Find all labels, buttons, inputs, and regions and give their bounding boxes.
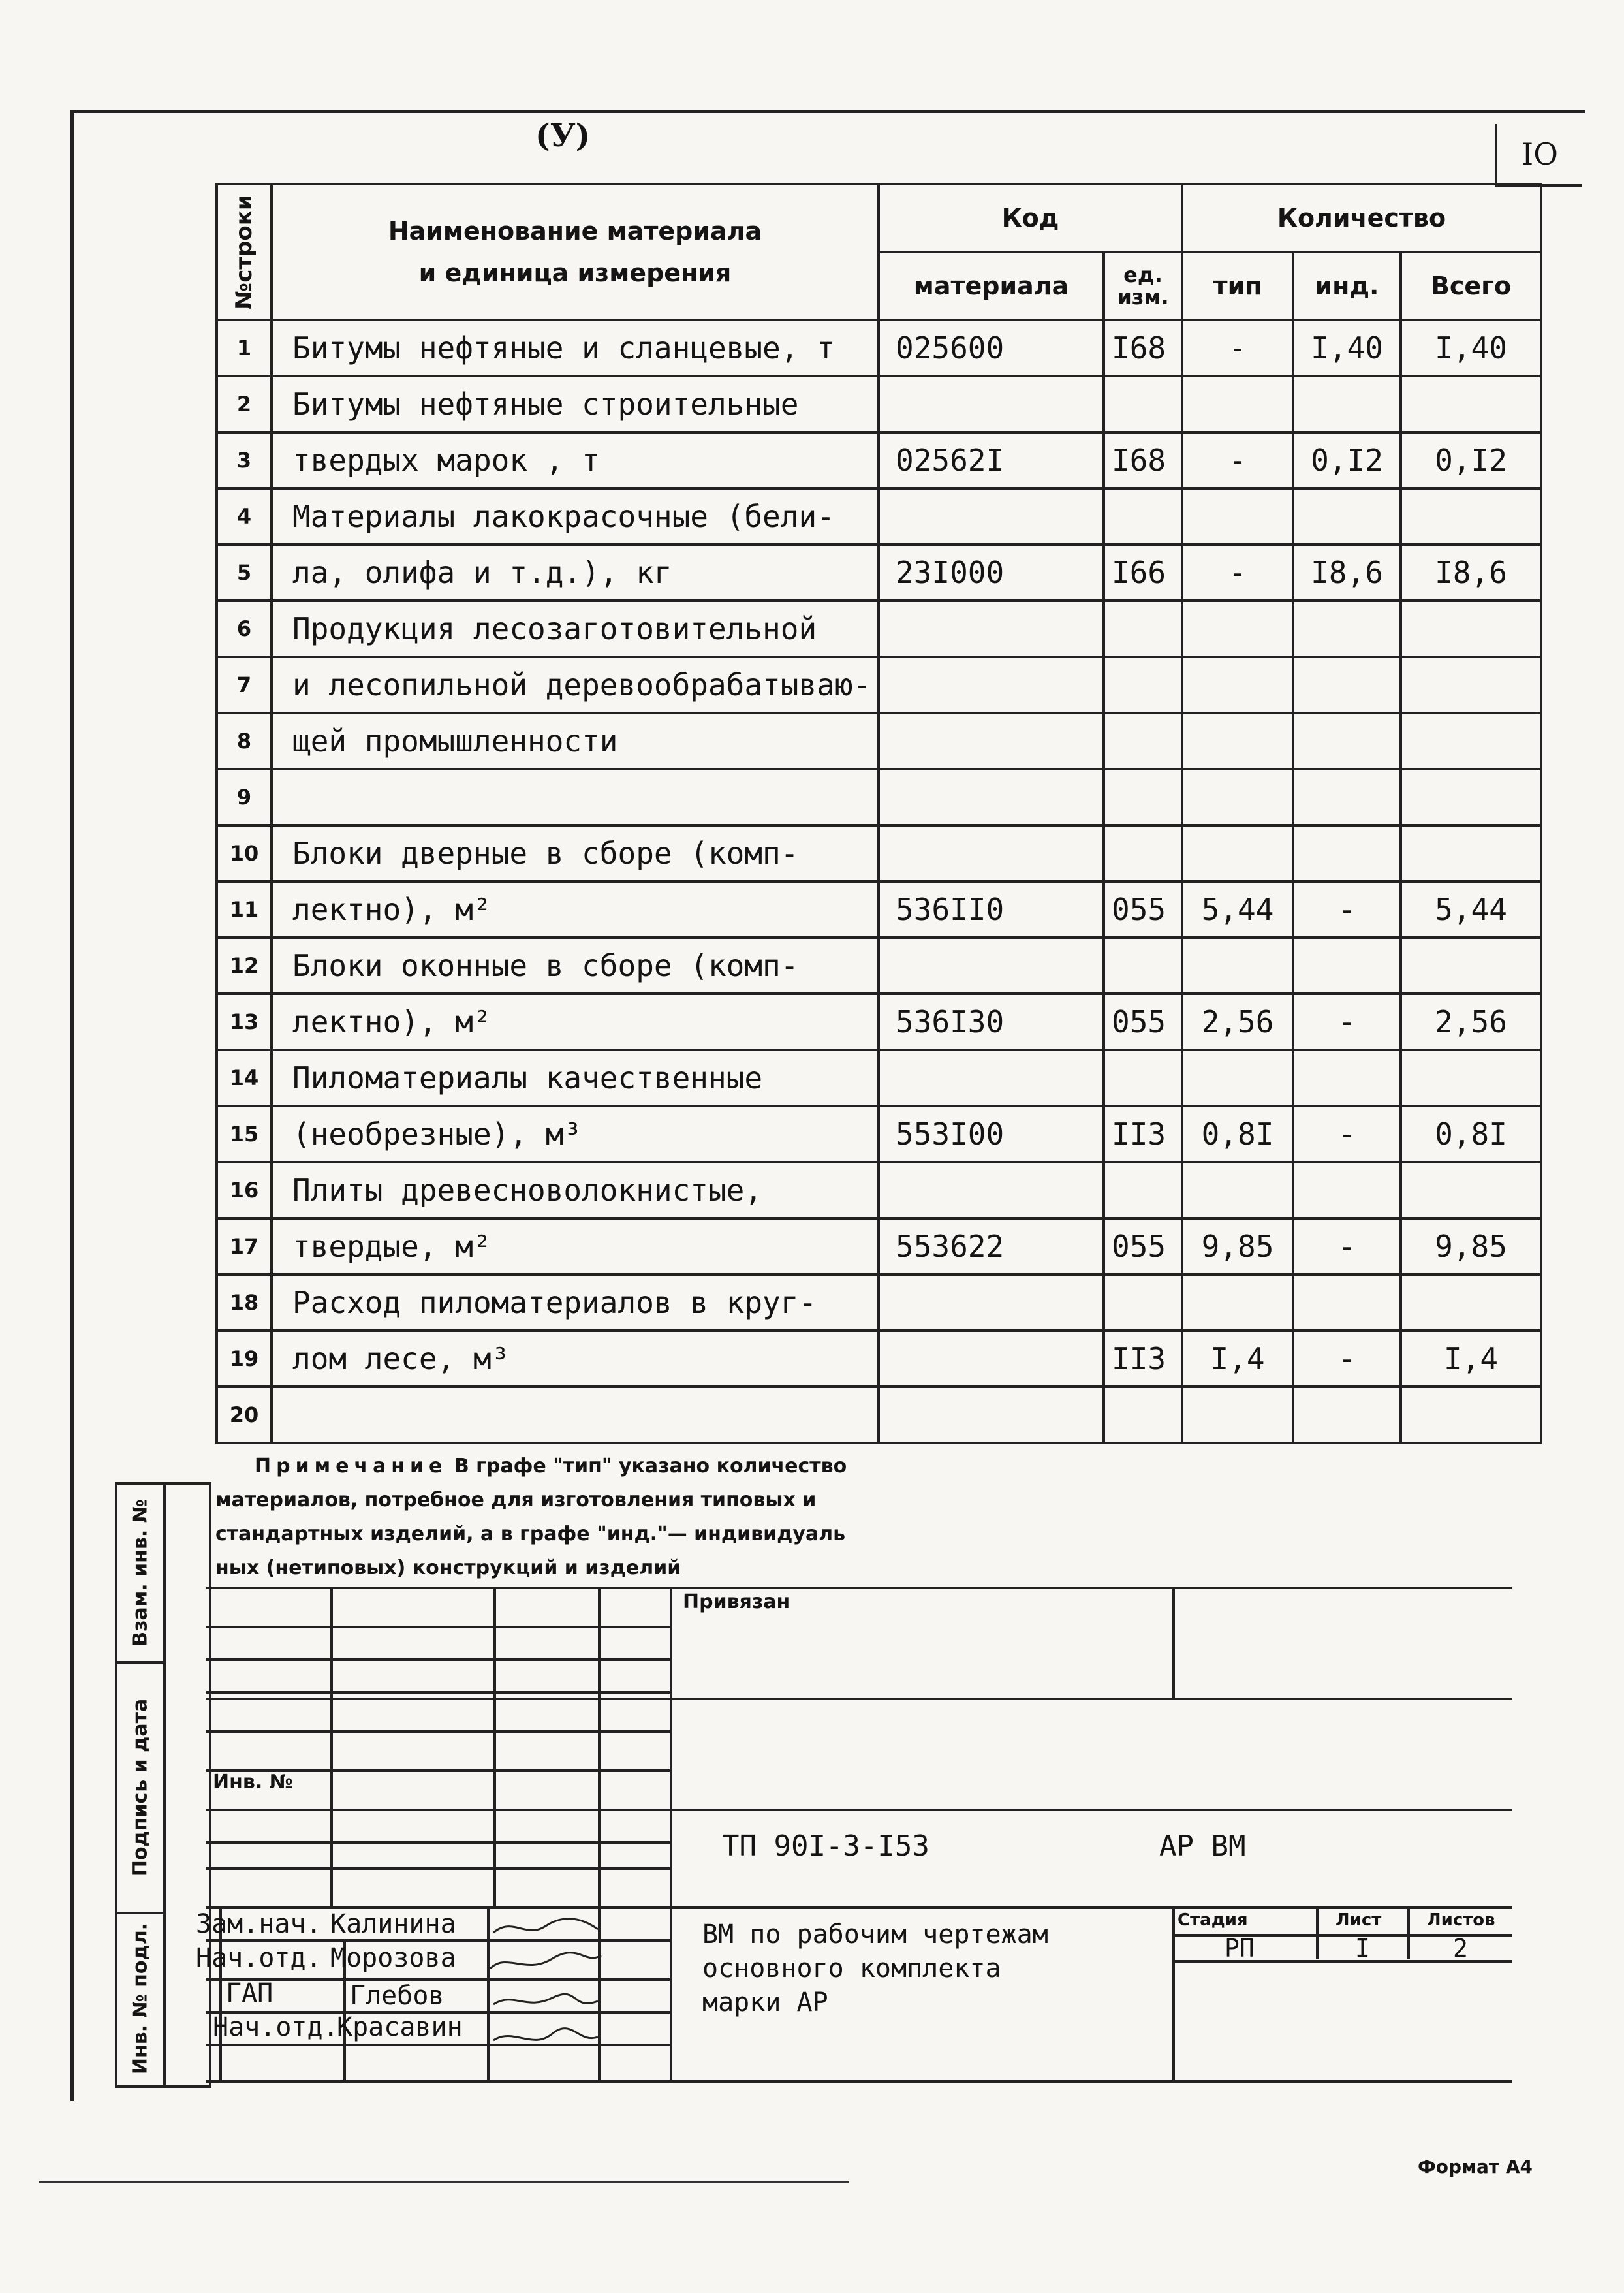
qty-type [1182,1050,1293,1106]
unit-code [1104,825,1182,881]
unit-code [1104,601,1182,657]
unit-code: II3 [1104,1331,1182,1387]
material-code [879,825,1104,881]
doc-code: ТП 90I-3-I53 [722,1829,929,1863]
table-row [217,1050,1541,1106]
material-code [879,376,1104,432]
qty-total [1401,769,1541,825]
swap-inv-label: Взам. инв. № [117,1485,163,1664]
qty-total [1401,1162,1541,1218]
material-code [879,713,1104,769]
qty-type [1182,657,1293,713]
inv-no-label: Инв. № [213,1771,293,1794]
person-role-4: Нач.отд. [213,2012,339,2042]
note-line1: В графе "тип" указано количество [454,1455,847,1478]
table-row [217,488,1541,545]
material-name: Пиломатериалы качественные [272,1050,879,1106]
material-code [879,488,1104,545]
qty-ind: I8,6 [1293,545,1401,601]
row-number: 19 [217,1331,272,1387]
material-code [879,657,1104,713]
qty-ind: - [1293,1218,1401,1274]
unit-code [1104,769,1182,825]
material-name: (необрезные), м³ [272,1106,879,1162]
title-block [196,1587,1512,2083]
note-line3: стандартных изделий, а в графе "инд."— индивидуаль [215,1523,846,1545]
qty-ind [1293,769,1401,825]
qty-type: - [1182,432,1293,488]
table-row [217,994,1541,1050]
qty-ind: - [1293,1331,1401,1387]
qty-total: I8,6 [1401,545,1541,601]
table-row [217,713,1541,769]
qty-ind [1293,1274,1401,1331]
unit-code: I68 [1104,432,1182,488]
unit-code: 055 [1104,1218,1182,1274]
table-row [217,376,1541,432]
table-row [217,657,1541,713]
signatures [487,1913,604,2076]
material-name [272,1387,879,1443]
row-number: 8 [217,713,272,769]
qty-ind: - [1293,994,1401,1050]
format-label: Формат А4 [1418,2156,1533,2177]
material-name: щей промышленности [272,713,879,769]
unit-code [1104,938,1182,994]
sidebar-stamp [115,1482,211,2088]
qty-type [1182,601,1293,657]
row-number: 15 [217,1106,272,1162]
row-number: 2 [217,376,272,432]
note-line2: материалов, потребное для изготовления типовых и [215,1489,817,1511]
qty-total [1401,713,1541,769]
unit-code: I66 [1104,545,1182,601]
table-row [217,825,1541,881]
unit-code [1104,1050,1182,1106]
row-number: 17 [217,1218,272,1274]
row-number: 4 [217,488,272,545]
material-name: Материалы лакокрасочные (бели- [272,488,879,545]
table-row [217,1331,1541,1387]
qty-ind: - [1293,1106,1401,1162]
qty-total [1401,825,1541,881]
unit-code: 055 [1104,994,1182,1050]
qty-total [1401,1387,1541,1443]
material-name: Плиты древесноволокнистые, [272,1162,879,1218]
table-row [217,320,1541,376]
material-code [879,601,1104,657]
inv-orig-label: Инв. № подл. [129,1922,152,2075]
code-unit-header: ед. изм. [1104,252,1182,320]
row-number: 9 [217,769,272,825]
qty-total: I,4 [1401,1331,1541,1387]
table-row [217,601,1541,657]
table-row [217,432,1541,488]
qty-total [1401,1050,1541,1106]
qty-type [1182,769,1293,825]
unit-code [1104,1274,1182,1331]
qty-ind [1293,601,1401,657]
qty-type [1182,376,1293,432]
material-code [879,1162,1104,1218]
note [215,1449,1234,1585]
material-name: Битумы нефтяные и сланцевые, т [272,320,879,376]
unit-code: II3 [1104,1106,1182,1162]
table-row [217,1106,1541,1162]
material-name: лектно), м² [272,994,879,1050]
qty-type [1182,938,1293,994]
material-code: 553I00 [879,1106,1104,1162]
code-group-header: Код [879,184,1182,252]
qty-type: I,4 [1182,1331,1293,1387]
sheet-label: Лист [1335,1910,1382,1930]
qty-total [1401,488,1541,545]
code-material-header: материала [879,252,1104,320]
row-number: 16 [217,1162,272,1218]
note-title: Примечание [255,1455,448,1478]
row-number-header: №строки [217,184,272,320]
row-number: 11 [217,881,272,938]
doc-title-line3: марки АР [702,1987,828,2017]
qty-type [1182,1274,1293,1331]
material-code [879,1387,1104,1443]
material-name: и лесопильной деревообрабатываю- [272,657,879,713]
material-name: твердых марок , т [272,432,879,488]
table-row [217,545,1541,601]
frame-top-border [70,110,1585,113]
unit-code [1104,488,1182,545]
material-name: Продукция лесозаготовительной [272,601,879,657]
unit-code [1104,1162,1182,1218]
qty-type: 9,85 [1182,1218,1293,1274]
doc-title-line1: ВМ по рабочим чертежам [702,1920,1048,1950]
qty-type: - [1182,545,1293,601]
material-name: Блоки оконные в сборе (комп- [272,938,879,994]
person-name-3: Глебов [350,1981,445,2011]
row-number: 7 [217,657,272,713]
quantity-group-header: Количество [1182,184,1541,252]
person-name-4: Красавин [337,2012,463,2042]
sheets-value: 2 [1453,1934,1468,1963]
bottom-trim-line [39,2181,849,2183]
unit-code: 055 [1104,881,1182,938]
qty-ind: I,40 [1293,320,1401,376]
person-name-2: Морозова [330,1943,456,1973]
table-row [217,1218,1541,1274]
qty-ind [1293,713,1401,769]
qty-total: 5,44 [1401,881,1541,938]
qty-type [1182,1162,1293,1218]
qty-total [1401,657,1541,713]
material-name [272,769,879,825]
unit-code [1104,376,1182,432]
sheets-label: Листов [1427,1910,1495,1930]
sheet-number: IO [1495,124,1582,187]
qty-ind [1293,938,1401,994]
material-name: Блоки дверные в сборе (комп- [272,825,879,881]
person-role-3: ГАП [226,1978,273,2008]
variant-mark: (У) [535,118,591,154]
person-role-2: Нач.отд. [196,1943,322,1973]
row-number: 10 [217,825,272,881]
row-number: 18 [217,1274,272,1331]
row-number: 1 [217,320,272,376]
qty-total [1401,938,1541,994]
row-number: 14 [217,1050,272,1106]
qty-type-header: тип [1182,252,1293,320]
material-code [879,1331,1104,1387]
doc-mark: АР ВМ [1159,1829,1246,1863]
person-role-1: Зам.нач. [196,1909,322,1939]
doc-title-line2: основного комплекта [702,1953,1001,1984]
row-number: 20 [217,1387,272,1443]
qty-ind [1293,376,1401,432]
material-name: Битумы нефтяные строительные [272,376,879,432]
qty-type: - [1182,320,1293,376]
material-code [879,1050,1104,1106]
qty-type: 2,56 [1182,994,1293,1050]
stage-label: Стадия [1178,1910,1248,1930]
unit-code [1104,657,1182,713]
qty-ind: 0,I2 [1293,432,1401,488]
material-name: ла, олифа и т.д.), кг [272,545,879,601]
frame-left-border [70,110,74,2101]
qty-ind-header: инд. [1293,252,1401,320]
material-code [879,938,1104,994]
material-code [879,1274,1104,1331]
unit-code: I68 [1104,320,1182,376]
material-name: Расход пиломатериалов в круг- [272,1274,879,1331]
material-code: 025600 [879,320,1104,376]
material-name: лектно), м² [272,881,879,938]
row-number: 13 [217,994,272,1050]
table-row [217,1162,1541,1218]
qty-total: 9,85 [1401,1218,1541,1274]
qty-total: 0,I2 [1401,432,1541,488]
qty-total: 2,56 [1401,994,1541,1050]
sheet-value: I [1355,1934,1370,1963]
table-row [217,769,1541,825]
qty-ind [1293,657,1401,713]
person-name-1: Калинина [330,1909,456,1939]
qty-total [1401,376,1541,432]
attached-label: Привязан [683,1590,790,1613]
material-code: 536II0 [879,881,1104,938]
qty-ind: - [1293,881,1401,938]
qty-total: 0,8I [1401,1106,1541,1162]
name-header: Наименование материала и единица измерения [272,184,879,320]
stage-value: РП [1225,1934,1255,1963]
material-name: твердые, м² [272,1218,879,1274]
qty-ind [1293,488,1401,545]
qty-type [1182,713,1293,769]
row-number: 3 [217,432,272,488]
qty-type: 0,8I [1182,1106,1293,1162]
unit-code [1104,713,1182,769]
table-row [217,1387,1541,1443]
qty-total-header: Всего [1401,252,1541,320]
qty-ind [1293,825,1401,881]
qty-type [1182,825,1293,881]
material-code [879,769,1104,825]
material-name: лом лесе, м³ [272,1331,879,1387]
materials-table [215,183,1542,1444]
note-line4: ных (нетиповых) конструкций и изделий [215,1557,681,1579]
material-code: 553622 [879,1218,1104,1274]
qty-total [1401,601,1541,657]
material-code: 23I000 [879,545,1104,601]
row-number: 5 [217,545,272,601]
qty-total [1401,1274,1541,1331]
material-code: 02562I [879,432,1104,488]
qty-type [1182,1387,1293,1443]
row-number: 6 [217,601,272,657]
qty-ind [1293,1387,1401,1443]
table-row [217,938,1541,994]
table-row [217,881,1541,938]
material-code: 536I30 [879,994,1104,1050]
qty-total: I,40 [1401,320,1541,376]
qty-type [1182,488,1293,545]
unit-code [1104,1387,1182,1443]
table-row [217,1274,1541,1331]
qty-type: 5,44 [1182,881,1293,938]
qty-ind [1293,1162,1401,1218]
sign-date-label: Подпись и дата [117,1664,163,1914]
qty-ind [1293,1050,1401,1106]
row-number: 12 [217,938,272,994]
